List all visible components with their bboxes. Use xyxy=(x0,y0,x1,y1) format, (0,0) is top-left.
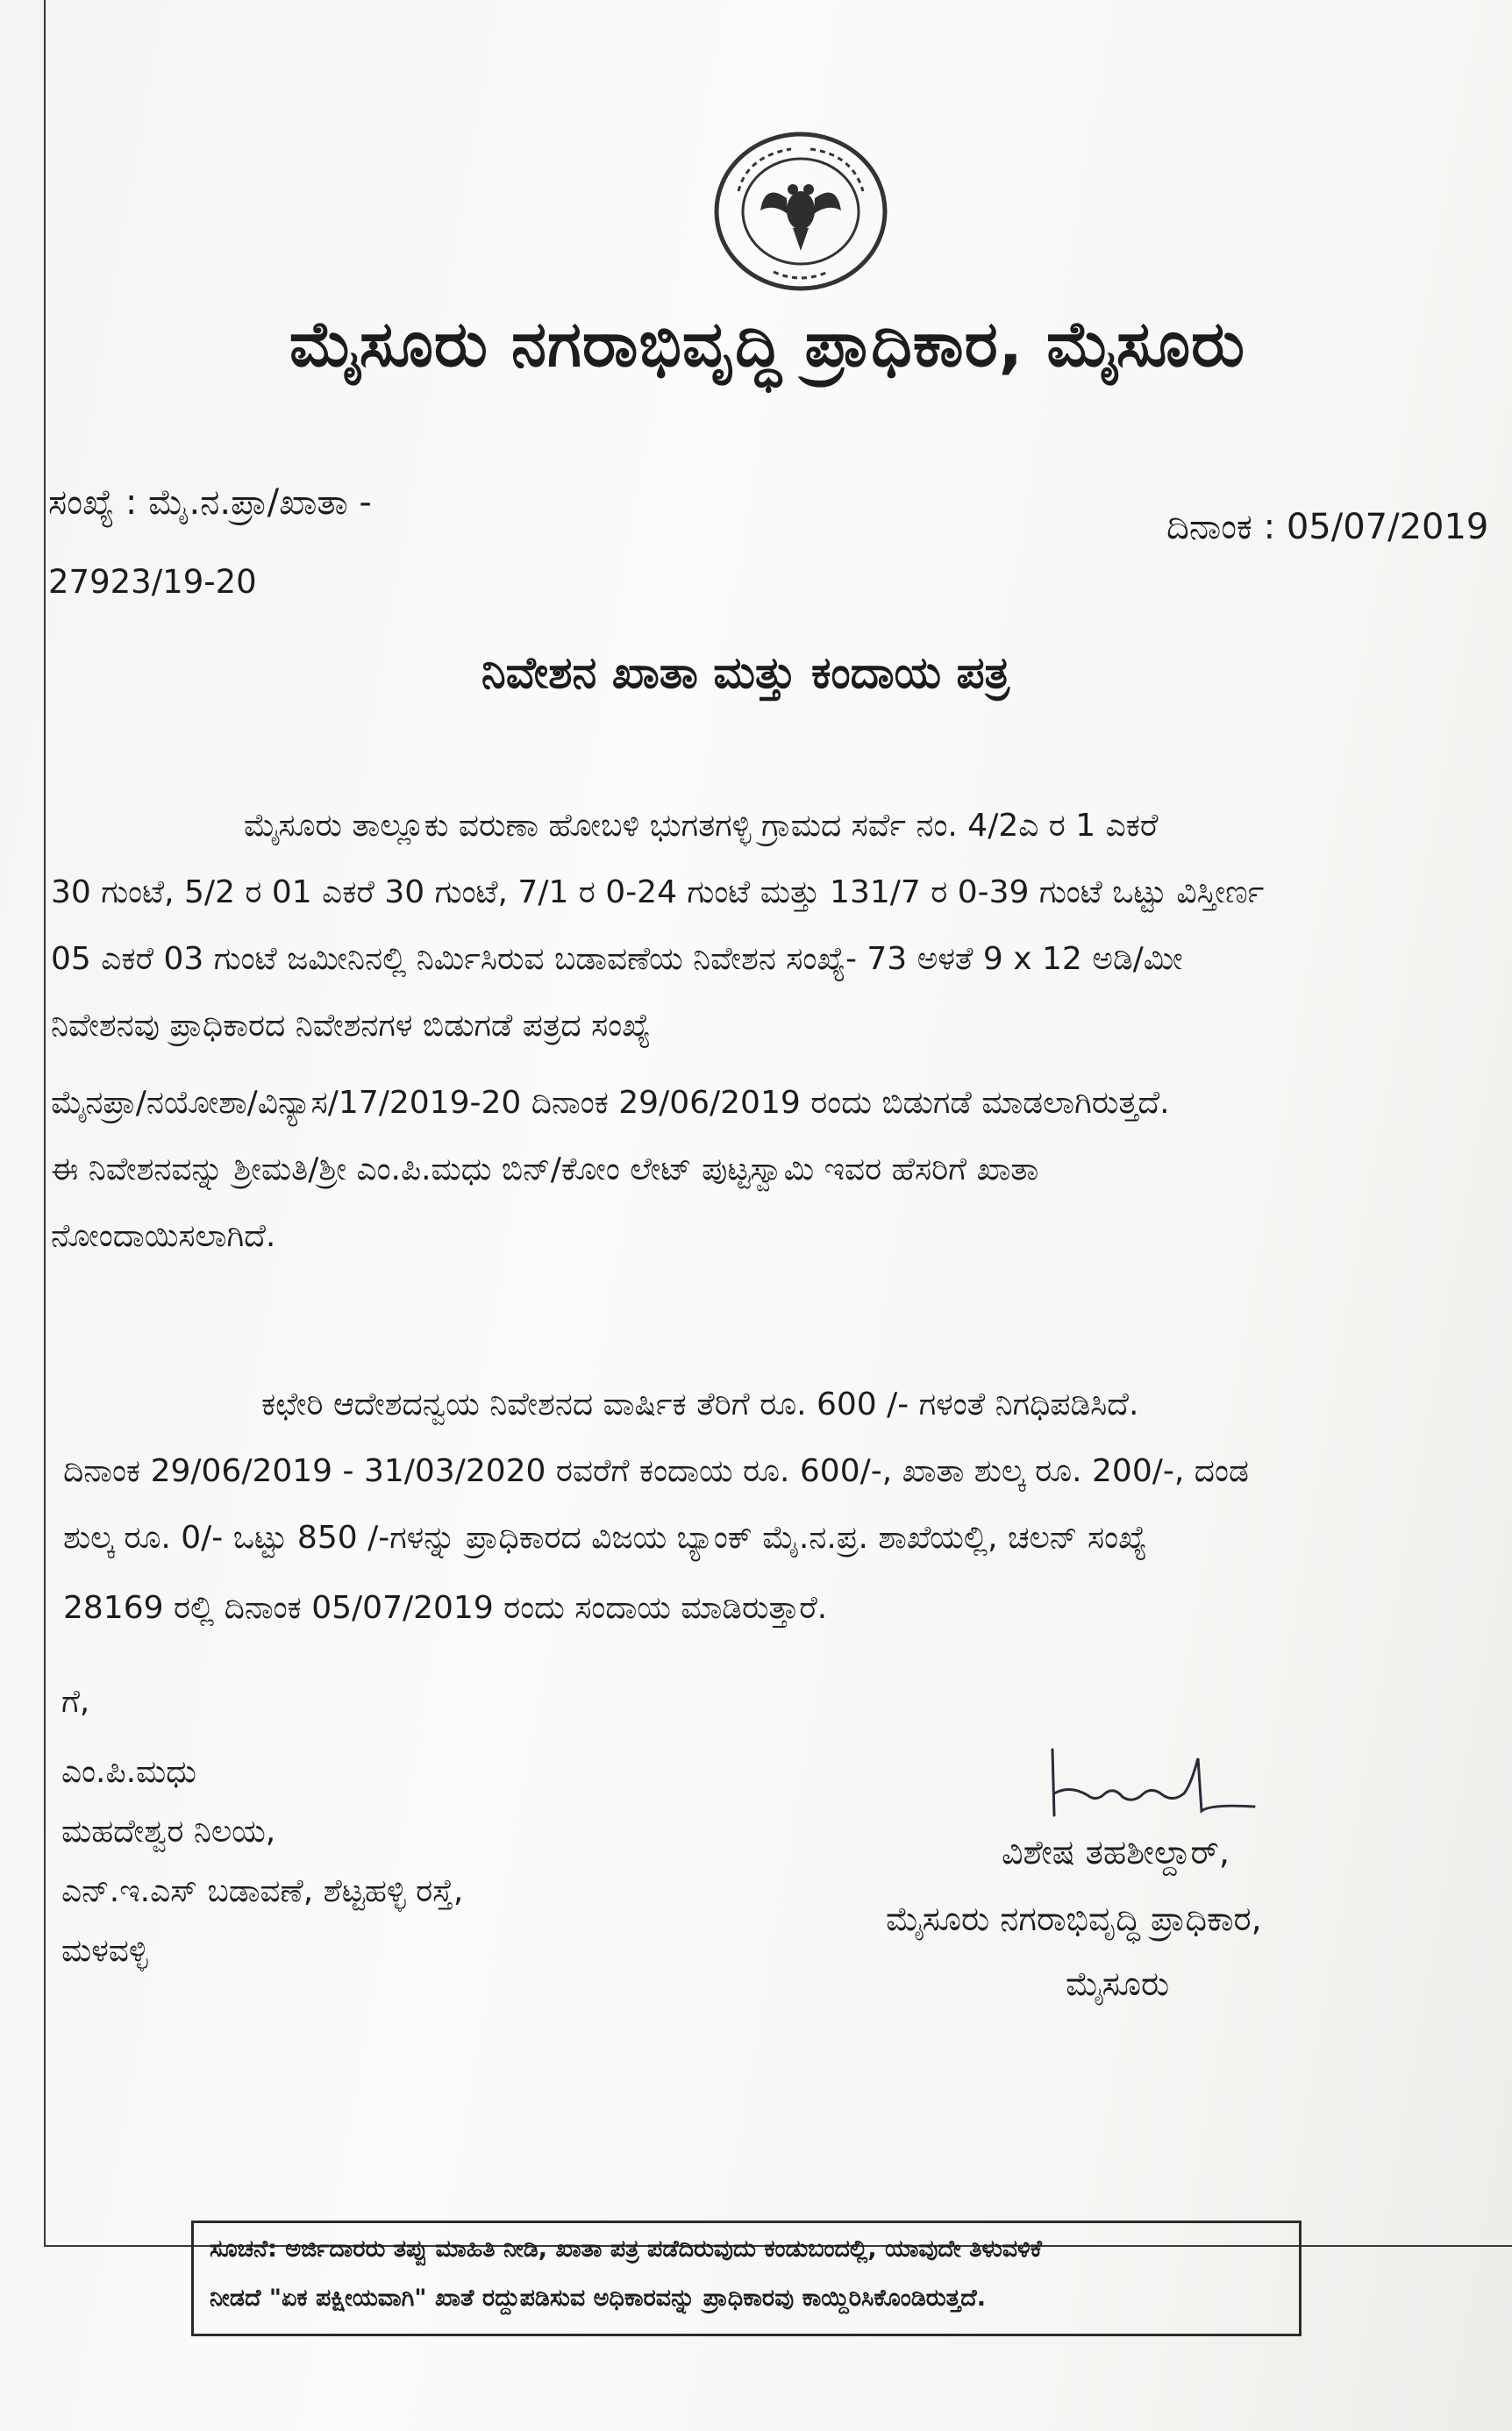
addressee-line: ಮಳವಳ್ಳಿ xyxy=(61,1933,148,1969)
left-margin-rule xyxy=(44,0,46,2245)
reference-number: 27923/19-20 xyxy=(48,563,257,601)
notice-line: ಸೂಚನೆ: ಅರ್ಜಿದಾರರು ತಪ್ಪು ಮಾಹಿತಿ ನೀಡಿ, ಖಾತಾ ಪತ್ರ ಪಡೆದಿರುವುದು ಕಂಡುಬಂದಲ್ಲಿ, ಯಾವುದೇ ತಿಳುವಳಿಕೆ xyxy=(210,2235,1042,2263)
reference-label: ಸಂಖ್ಯೆ : ಮೈ.ನ.ಪ್ರಾ/ಖಾತಾ - xyxy=(48,482,372,523)
handwritten-signature-icon xyxy=(1035,1732,1263,1837)
officer-designation: ವಿಶೇಷ ತಹಶೀಲ್ದಾರ್, xyxy=(1002,1833,1230,1871)
paragraph-line: 05 ಎಕರೆ 03 ಗುಂಟೆ ಜಮೀನಿನಲ್ಲಿ ನಿರ್ಮಿಸಿರುವ ಬಡಾವಣೆಯ ನಿವೇಶನ ಸಂಖ್ಯೆ- 73 ಅಳತೆ 9 x 12 ಅಡಿ/ಮೀ xyxy=(51,941,1183,977)
paragraph-line: ದಿನಾಂಕ 29/06/2019 - 31/03/2020 ರವರೆಗೆ ಕಂದಾಯ ರೂ. 600/-, ಖಾತಾ ಶುಲ್ಕ ರೂ. 200/-, ದಂಡ xyxy=(63,1453,1249,1489)
paragraph-line: ಮೈಸೂರು ತಾಲ್ಲೂಕು ವರುಣಾ ಹೋಬಳಿ ಭುಗತಗಳ್ಳಿ ಗ್ರಾಮದ ಸರ್ವೆ ನಂ. 4/2ಎ ರ 1 ಎಕರೆ xyxy=(244,808,1159,844)
authority-title: ಮೈಸೂರು ನಗರಾಭಿವೃದ್ಧಿ ಪ್ರಾಧಿಕಾರ, ಮೈಸೂರು xyxy=(289,307,1246,381)
addressee-line: ಮಹದೇಶ್ವರ ನಿಲಯ, xyxy=(61,1814,276,1850)
notice-box xyxy=(191,2221,1302,2336)
paragraph-line: ಕಛೇರಿ ಆದೇಶದನ್ವಯ ನಿವೇಶನದ ವಾರ್ಷಿಕ ತೆರಿಗೆ ರೂ. 600 /- ಗಳಂತೆ ನಿಗಧಿಪಡಿಸಿದೆ. xyxy=(261,1387,1139,1422)
paragraph-line: ನೋಂದಾಯಿಸಲಾಗಿದೆ. xyxy=(51,1218,276,1254)
paragraph-line: ಈ ನಿವೇಶನವನ್ನು ಶ್ರೀಮತಿ/ಶ್ರೀ ಎಂ.ಪಿ.ಮಧು ಬಿನ್/ಕೋಂ ಲೇಟ್ ಪುಟ್ಟಸ್ವಾಮಿ ಇವರ ಹೆಸರಿಗೆ ಖಾತಾ xyxy=(51,1151,1039,1187)
addressee-to: ಗೆ, xyxy=(61,1684,90,1720)
paragraph-line: 28169 ರಲ್ಲಿ ದಿನಾಂಕ 05/07/2019 ರಂದು ಸಂದಾಯ ಮಾಡಿರುತ್ತಾರೆ. xyxy=(63,1590,828,1626)
addressee-line: ಎನ್.ಇ.ಎಸ್ ಬಡಾವಣೆ, ಶೆಟ್ಟಹಳ್ಳಿ ರಸ್ತೆ, xyxy=(61,1873,464,1909)
addressee-name: ಎಂ.ಪಿ.ಮಧು xyxy=(61,1754,196,1790)
officer-place: ಮೈಸೂರು xyxy=(1066,1964,1170,2003)
paragraph-line: ಮೈನಪ್ರಾ/ನಯೋಶಾ/ವಿನ್ಯಾಸ/17/2019-20 ದಿನಾಂಕ 29/06/2019 ರಂದು ಬಿಡುಗಡೆ ಮಾಡಲಾಗಿರುತ್ತದೆ. xyxy=(51,1085,1170,1121)
notice-line: ನೀಡದೆ "ಏಕ ಪಕ್ಷೀಯವಾಗಿ" ಖಾತೆ ರದ್ದುಪಡಿಸುವ ಅಧಿಕಾರವನ್ನು ಪ್ರಾಧಿಕಾರವು ಕಾಯ್ದಿರಿಸಿಕೊಂಡಿರುತ್ತದೆ. xyxy=(210,2285,987,2312)
paragraph-line: ನಿವೇಶನವು ಪ್ರಾಧಿಕಾರದ ನಿವೇಶನಗಳ ಬಿಡುಗಡೆ ಪತ್ರದ ಸಂಖ್ಯೆ xyxy=(51,1008,651,1044)
document-date: ದಿನಾಂಕ : 05/07/2019 xyxy=(1166,507,1489,547)
paragraph-line: ಶುಲ್ಕ ರೂ. 0/- ಒಟ್ಟು 850 /-ಗಳನ್ನು ಪ್ರಾಧಿಕಾರದ ವಿಜಯ ಬ್ಯಾಂಕ್ ಮೈ.ನ.ಪ್ರ. ಶಾಖೆಯಲ್ಲಿ, ಚಲನ್ ಸಂಖ್ಯೆ xyxy=(63,1520,1147,1556)
officer-office: ಮೈಸೂರು ನಗರಾಭಿವೃದ್ಧಿ ಪ್ರಾಧಿಕಾರ, xyxy=(886,1900,1262,1938)
document-subject: ನಿವೇಶನ ಖಾತಾ ಮತ್ತು ಕಂದಾಯ ಪತ್ರ xyxy=(481,647,1010,698)
paragraph-line: 30 ಗುಂಟೆ, 5/2 ರ 01 ಎಕರೆ 30 ಗುಂಟೆ, 7/1 ರ 0-24 ಗುಂಟೆ ಮತ್ತು 131/7 ರ 0-39 ಗುಂಟೆ ಒಟ್ಟು ವಿಸ್ತೀರ್ಣ xyxy=(51,874,1265,910)
authority-seal-emblem-icon xyxy=(712,130,889,293)
